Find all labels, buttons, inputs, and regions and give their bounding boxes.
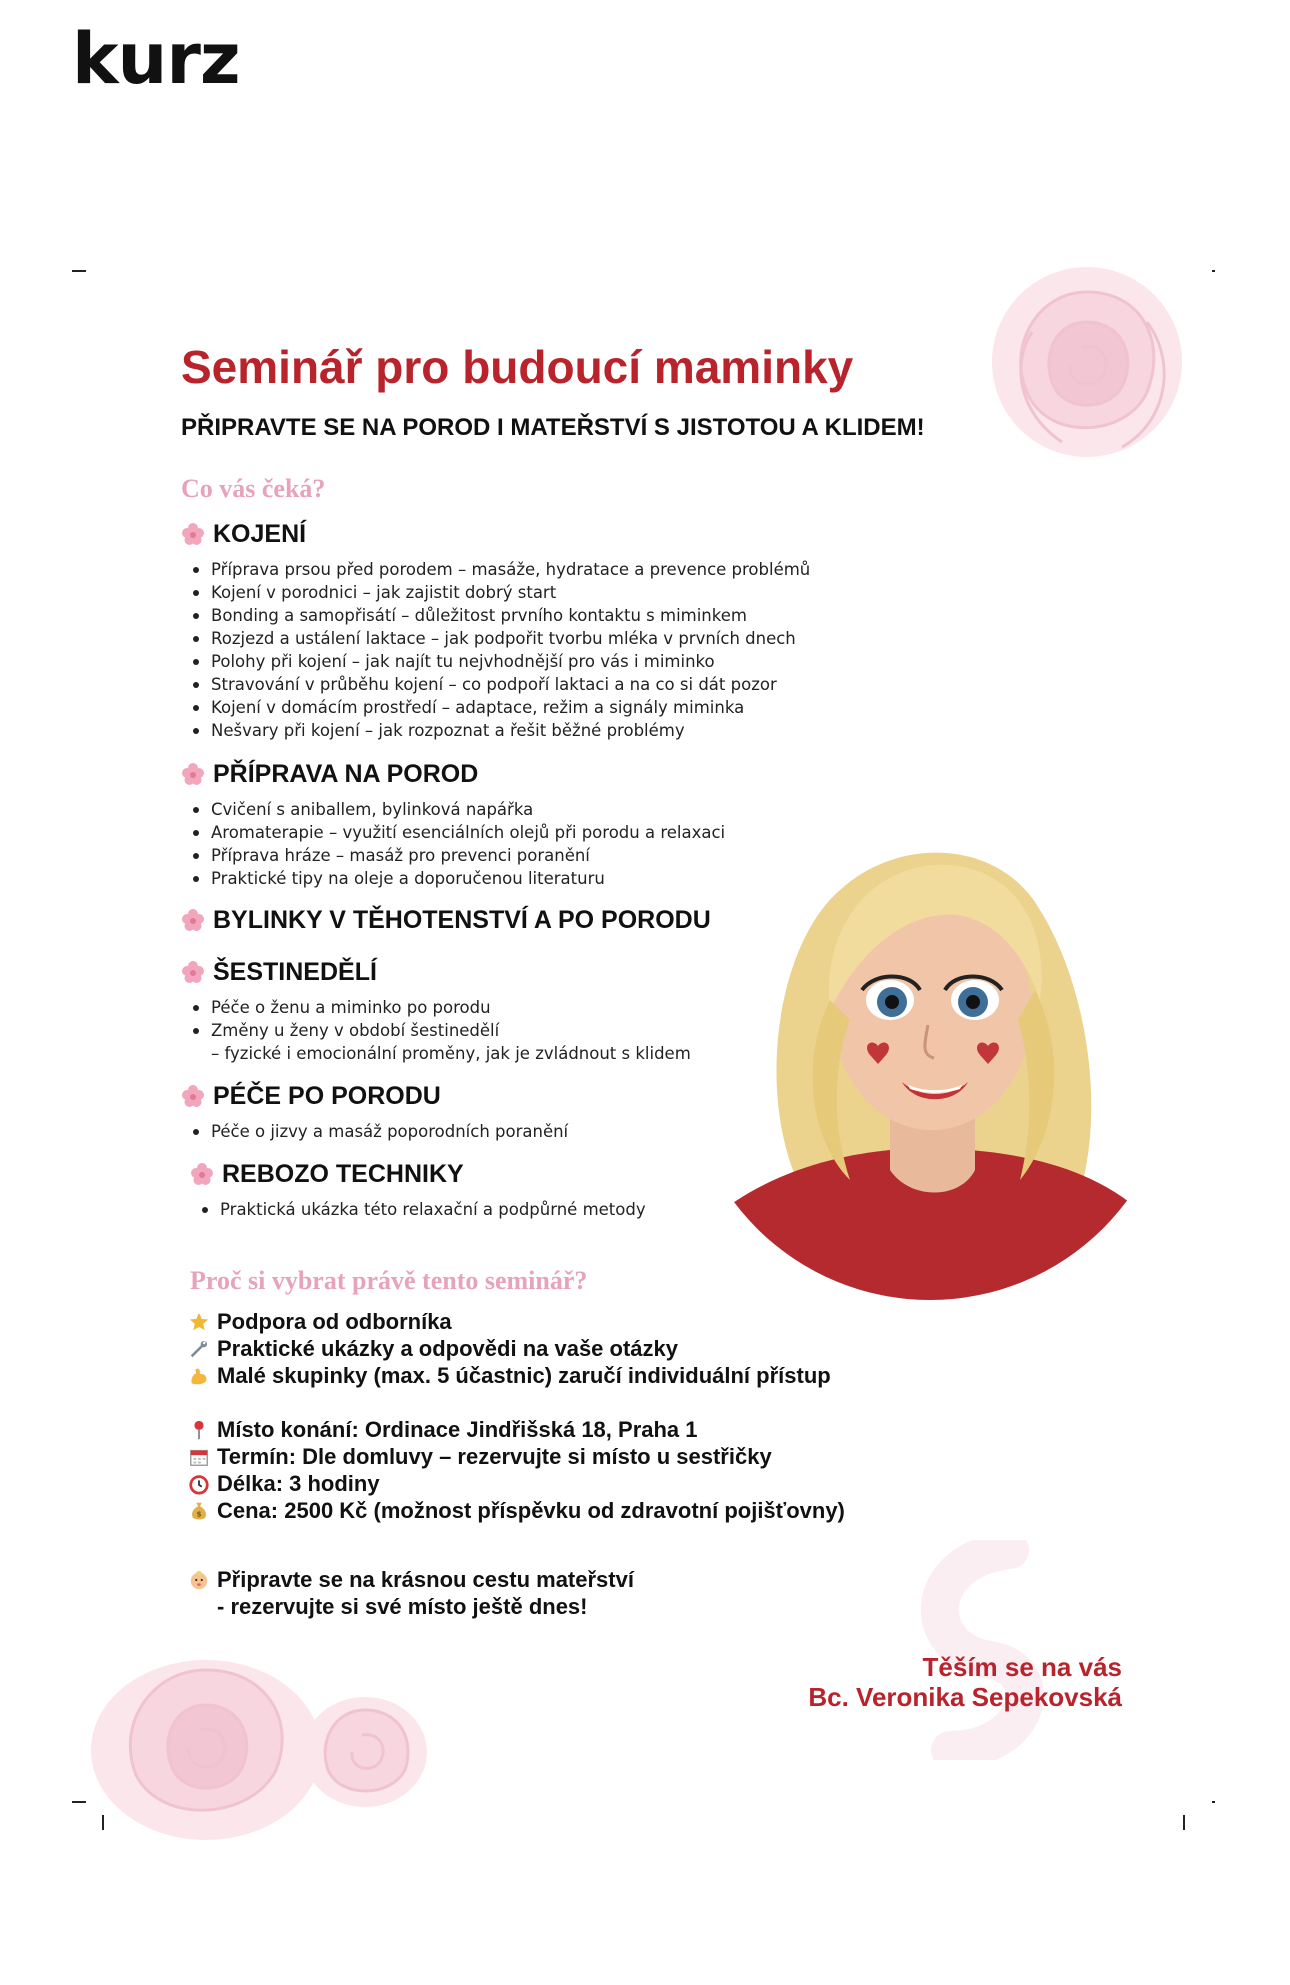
rose-decoration (86, 1640, 326, 1840)
flower-icon (190, 1162, 214, 1186)
list-item: Příprava prsou před porodem – masáže, hydratace a prevence problémů (211, 558, 881, 581)
list-item: Příprava hráze – masáž pro prevenci poranění (211, 844, 881, 867)
section-title: ŠESTINEDĚLÍ (213, 957, 377, 986)
svg-text:$: $ (196, 1509, 202, 1518)
calendar-icon (187, 1445, 211, 1469)
list-item: Změny u ženy v období šestinedělí (211, 1019, 881, 1042)
section-title: KOJENÍ (213, 519, 307, 548)
call-to-action (187, 1566, 634, 1620)
flower-icon (181, 1084, 205, 1108)
list-item: Bonding a samopřisátí – důležitost prvního kontaktu s miminkem (211, 604, 881, 627)
benefit-item: Malé skupinky (max. 5 účastnic) zaručí individuální přístup (187, 1362, 831, 1389)
detail-item: Místo konání: Ordinace Jindřišská 18, Praha 1 (187, 1416, 845, 1443)
crop-mark (1183, 1815, 1185, 1830)
flower-icon (181, 960, 205, 984)
signature-greeting: Těším se na vás (922, 1652, 1122, 1682)
crop-mark (72, 270, 87, 272)
signature-name: Bc. Veronika Sepekovská (808, 1682, 1122, 1712)
list-item: Nešvary při kojení – jak rozpoznat a řešit běžné problémy (211, 719, 881, 742)
flower-icon (181, 522, 205, 546)
baby-icon (187, 1568, 211, 1592)
page-title: Seminář pro budoucí maminky (181, 341, 854, 393)
list-item: Cvičení s aniballem, bylinková napářka (211, 798, 881, 821)
brand-title: kurz (72, 18, 240, 100)
section-kojeni (181, 518, 881, 742)
clock-icon (187, 1472, 211, 1496)
list-item: Aromaterapie – využití esenciálních olejů při porodu a relaxaci (211, 821, 881, 844)
section-heading-what: Co vás čeká? (181, 474, 326, 503)
list-item: Rozjezd a ustálení laktace – jak podpořit tvorbu mléka v prvních dnech (211, 627, 881, 650)
section-title: REBOZO TECHNIKY (222, 1159, 464, 1188)
flower-icon (181, 908, 205, 932)
portrait-illustration (710, 800, 1150, 1300)
list-item: Polohy při kojení – jak najít tu nejvhodnější pro vás i miminko (211, 650, 881, 673)
list-item: Kojení v domácím prostředí – adaptace, režim a signály miminka (211, 696, 881, 719)
pin-icon (187, 1418, 211, 1442)
logo-watermark-icon (860, 1540, 1100, 1760)
section-title: PÉČE PO PORODU (213, 1081, 441, 1110)
flower-icon (181, 762, 205, 786)
list-item: Péče o jizvy a masáž poporodních poranění (211, 1120, 881, 1143)
section-title: PŘÍPRAVA NA POROD (213, 759, 479, 788)
rose-decoration (300, 1690, 430, 1810)
list-item: Kojení v porodnici – jak zajistit dobrý start (211, 581, 881, 604)
list-item-continuation: – fyzické i emocionální proměny, jak je zvládnout s klidem (211, 1044, 691, 1063)
page-subtitle: PŘIPRAVTE SE NA POROD I MATEŘSTVÍ S JISTOTOU A KLIDEM! (181, 414, 925, 441)
wrench-icon (187, 1337, 211, 1361)
cta-line-1: Připravte se na krásnou cestu mateřství (217, 1566, 634, 1592)
section-title: BYLINKY V TĚHOTENSTVÍ A PO PORODU (213, 905, 711, 934)
signature (808, 1652, 1122, 1712)
detail-item: $ Cena: 2500 Kč (možnost příspěvku od zdravotní pojišťovny) (187, 1497, 845, 1524)
list-item: Stravování v průběhu kojení – co podpoří laktaci a na co si dát pozor (211, 673, 881, 696)
detail-item: Termín: Dle domluvy – rezervujte si místo u sestřičky (187, 1443, 845, 1470)
details-list (187, 1416, 845, 1524)
cta-line-2: - rezervujte si své místo ještě dnes! (217, 1593, 588, 1619)
crop-mark (72, 1801, 87, 1803)
rose-decoration (972, 252, 1202, 482)
section-heading-why: Proč si vybrat právě tento seminář? (190, 1266, 588, 1295)
benefit-item: Podpora od odborníka (187, 1308, 831, 1335)
money-bag-icon (187, 1499, 211, 1523)
flexed-arm-icon (187, 1364, 211, 1388)
list-item: Praktické tipy na oleje a doporučenou literaturu (211, 867, 881, 890)
star-icon (187, 1310, 211, 1334)
list-item: Péče o ženu a miminko po porodu (211, 996, 881, 1019)
detail-item: Délka: 3 hodiny (187, 1470, 845, 1497)
list-item: Praktická ukázka této relaxační a podpůrné metody (220, 1198, 890, 1221)
benefits-list (187, 1308, 831, 1389)
benefit-item: Praktické ukázky a odpovědi na vaše otázky (187, 1335, 831, 1362)
